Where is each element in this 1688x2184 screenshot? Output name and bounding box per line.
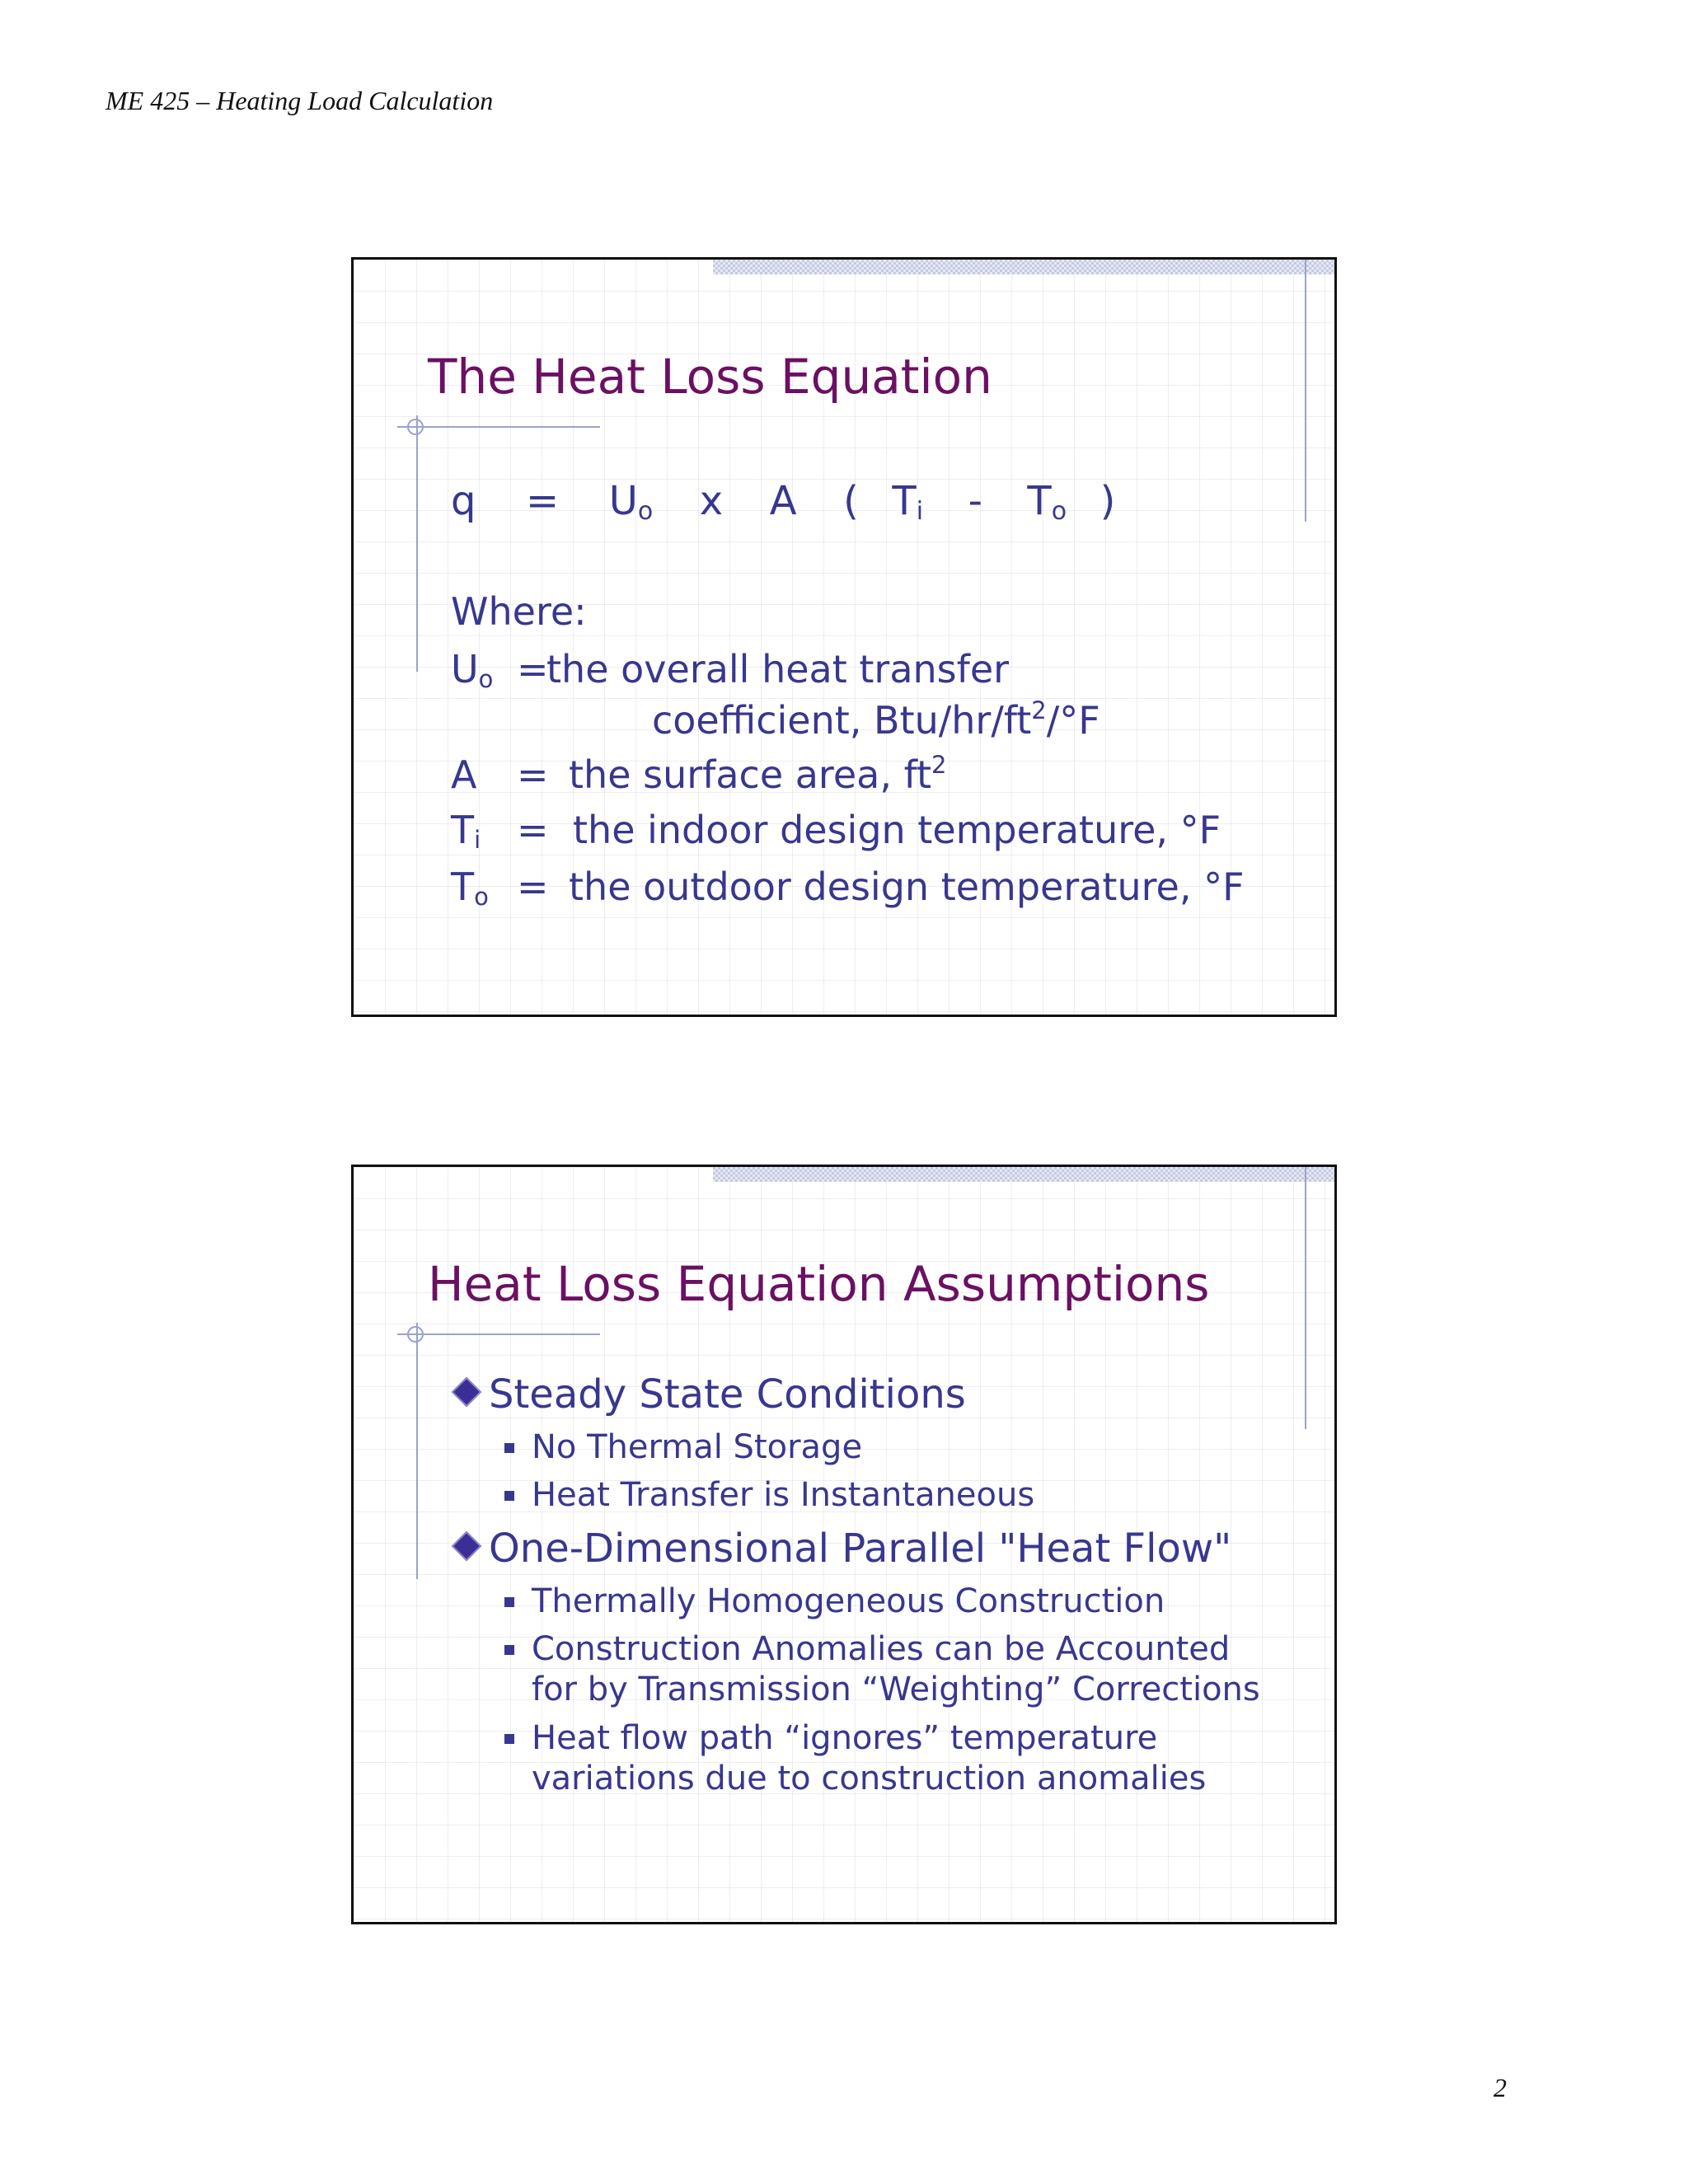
sub-bullet: Thermally Homogeneous Construction [532, 1582, 1273, 1622]
heat-loss-equation [451, 478, 1115, 526]
slide-title: The Heat Loss Equation [428, 349, 992, 405]
crosshair-icon [403, 415, 428, 439]
sub-bullet: Heat flow path “ignores” temperature variations due to construction anomalies [532, 1718, 1273, 1799]
definition-u-continuation: coefficient, Btu/$hr/ft^2/^\circ F$ [652, 696, 1100, 743]
slide-left-rule [416, 1323, 418, 1579]
bullet-one-dimensional: One-Dimensional Parallel "Heat Flow" [451, 1526, 1231, 1572]
def-equals: = [517, 865, 549, 909]
eq-ti-subscript: i [916, 497, 924, 526]
square-bullet-icon [504, 1443, 514, 1453]
slide-title: Heat Loss Equation Assumptions [428, 1256, 1210, 1312]
eq-equals: = [526, 478, 560, 524]
slide-heat-loss-equation [351, 257, 1337, 1017]
definition-a [451, 751, 946, 797]
def-equals: = [517, 647, 549, 691]
slide-right-rule [1305, 1167, 1306, 1429]
eq-ti: T [892, 478, 917, 524]
sub-bullet: Heat Transfer is Instantaneous [532, 1475, 1273, 1516]
definition-to [451, 865, 1245, 911]
bullet-steady-state: Steady State Conditions [451, 1371, 966, 1418]
square-bullet-icon [504, 1597, 514, 1607]
def-symbol: $T_o$ [451, 865, 489, 911]
def-text: the outdoor design temperature, °F [569, 865, 1245, 909]
square-bullet-icon [504, 1645, 514, 1655]
diamond-bullet-icon [452, 1377, 482, 1408]
eq-q: q [451, 478, 476, 524]
square-bullet-icon [504, 1491, 514, 1501]
eq-u-subscript: o [637, 497, 654, 526]
eq-a: A [769, 478, 797, 524]
slide-left-rule [416, 415, 418, 672]
diamond-bullet-icon [452, 1531, 482, 1562]
def-text: the surface area, ft [569, 752, 931, 797]
sub-bullet: No Thermal Storage [532, 1427, 1273, 1468]
def-symbol: A [451, 752, 477, 797]
eq-lparen: ( [843, 478, 859, 524]
square-bullet-icon [504, 1734, 514, 1744]
def-equals: = [517, 752, 549, 797]
eq-u: U [608, 478, 638, 524]
sub-bullet: Construction Anomalies can be Accounted for by Transmission “Weighting” Corrections [532, 1629, 1273, 1710]
def-equals: = [517, 808, 549, 852]
eq-to: T [1027, 478, 1052, 524]
eq-rparen: ) [1100, 478, 1116, 524]
def-text: the indoor design temperature, °F [573, 808, 1221, 852]
slide-right-rule [1305, 260, 1306, 522]
definition-ti [451, 808, 1221, 854]
document-header: ME 425 – Heating Load Calculation [106, 86, 494, 115]
page-number: 2 [1493, 2073, 1507, 2102]
slide-top-decoration [713, 260, 1334, 274]
def-superscript: 2 [931, 751, 947, 779]
crosshair-icon [403, 1322, 428, 1347]
definition-u [451, 647, 1009, 693]
def-text: the overall heat transfer [546, 647, 1010, 691]
def-symbol: $U_o$ [451, 647, 494, 693]
slide-heat-loss-assumptions [351, 1165, 1337, 1924]
def-symbol: $T_i$ [451, 808, 481, 854]
eq-minus: - [968, 478, 982, 524]
eq-times: x [699, 478, 724, 524]
eq-to-subscript: o [1051, 497, 1067, 526]
slide-top-decoration [713, 1167, 1334, 1182]
where-label: Where: [451, 589, 587, 634]
